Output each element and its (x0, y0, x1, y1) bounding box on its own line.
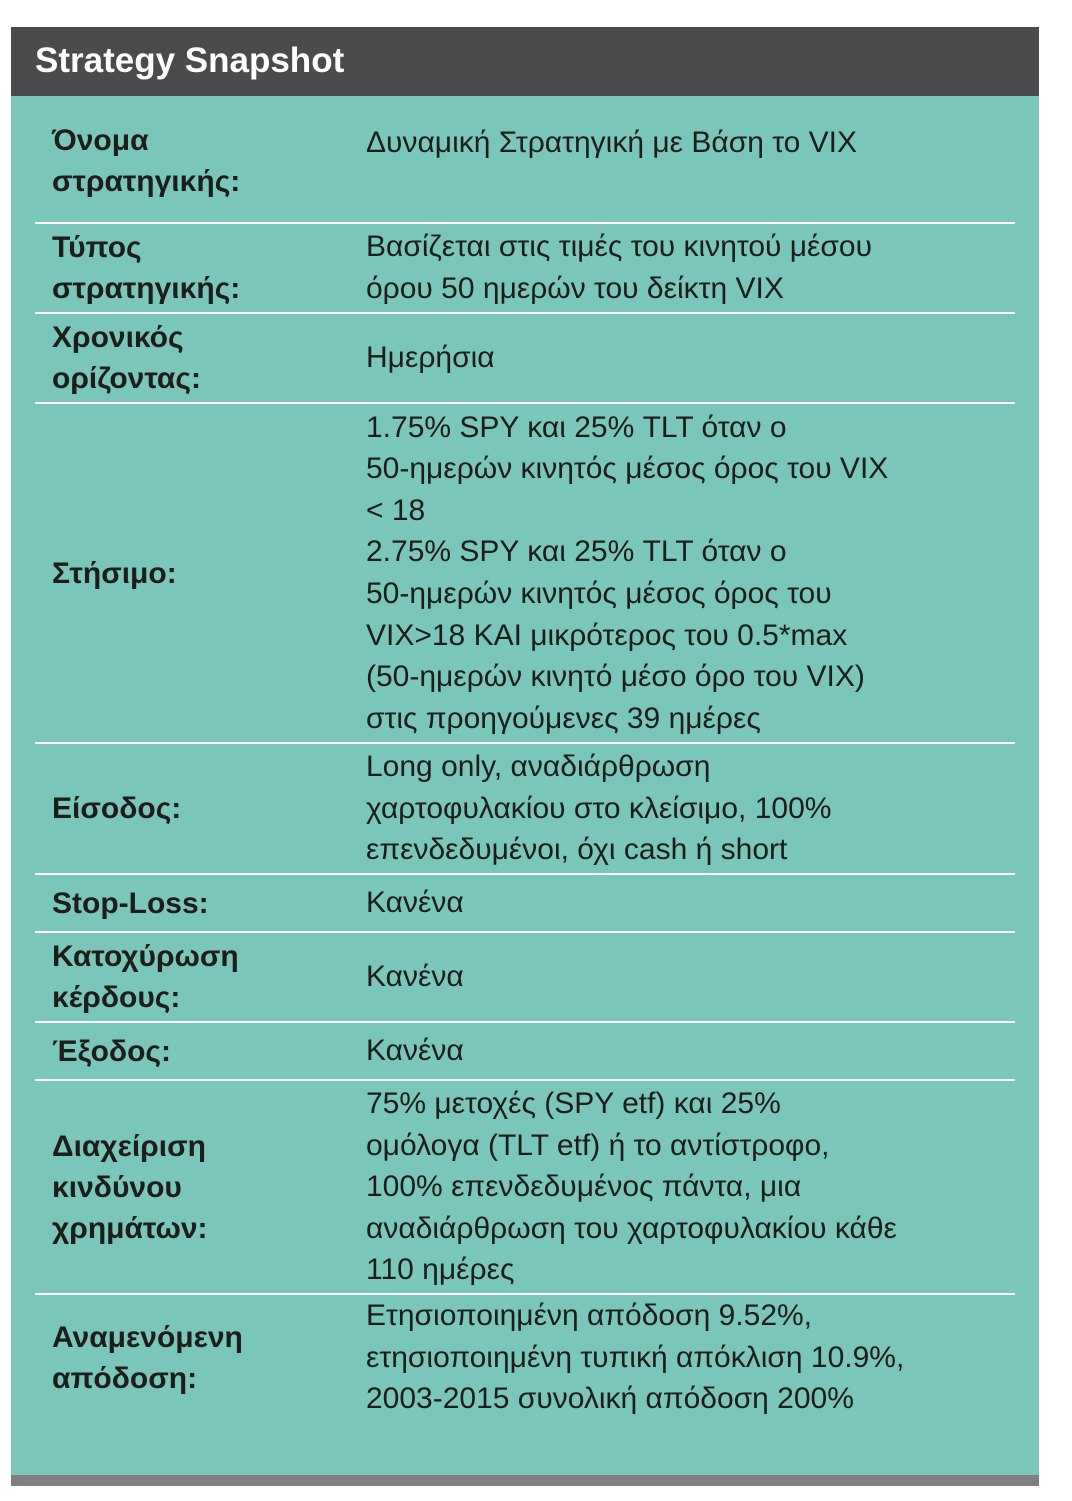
row-value: Κανένα (366, 960, 464, 994)
row-value: 75% μετοχές (SPY etf) και 25% ομόλογα (TLT etf) ή το αντίστροφο, 100% επενδεδυμένος πάντα, μια αναδιάρθρωση του χαρτοφυλακίου κάθε 110 ημέρες (366, 1087, 897, 1287)
row-label: Διαχείριση κινδύνου χρημάτων: (52, 1129, 208, 1245)
row-value: Βασίζεται στις τιμές του κινητού μέσου όρου 50 ημερών του δείκτη VIX (366, 230, 873, 305)
row-value: Ετησιοποιημένη απόδοση 9.52%, ετησιοποιημένη τυπική απόκλιση 10.9%, 2003-2015 συνολική απόδοση 200% (366, 1299, 905, 1416)
row-entry (35, 744, 1015, 875)
row-value: 1.75% SPY και 25% TLT όταν ο 50-ημερών κινητός μέσος όρος του VIX < 18 2.75% SPY και 25% TLT όταν ο 50-ημερών κινητός μέσος όρος του VIX>18 ΚΑΙ μικρότερος του 0.5*max (50-ημερών κινητό μέσο όρο του VIX) στις προηγούμενες 39 ημέρες (366, 410, 889, 735)
row-profit-taking (35, 933, 1015, 1023)
snapshot-table (35, 96, 1015, 1420)
row-label: Στήσιμο: (52, 556, 177, 590)
strategy-snapshot-card (11, 27, 1039, 1475)
row-exit (35, 1023, 1015, 1081)
row-value: Δυναμική Στρατηγική με Βάση το VIX (366, 126, 858, 159)
footer-bar (11, 1475, 1039, 1486)
row-label: Έξοδος: (52, 1034, 172, 1068)
row-label: Stop-Loss: (52, 886, 209, 920)
row-value: Long only, αναδιάρθρωση χαρτοφυλακίου στο κλείσιμο, 100% επενδεδυμένοι, όχι cash ή short (366, 750, 832, 867)
card-header (11, 27, 1039, 96)
row-setup (35, 404, 1015, 744)
row-value: Κανένα (366, 886, 464, 920)
row-strategy-name (35, 96, 1015, 224)
row-money-management (35, 1081, 1015, 1295)
row-value: Κανένα (366, 1034, 464, 1068)
row-label: Τύπος στρατηγικής: (52, 231, 241, 305)
row-strategy-type (35, 224, 1015, 314)
card-title: Strategy Snapshot (35, 41, 345, 80)
row-time-horizon (35, 314, 1015, 404)
row-label: Όνομα στρατηγικής: (52, 124, 241, 198)
row-label: Είσοδος: (52, 792, 182, 825)
row-label: Αναμενόμενη απόδοση: (52, 1320, 243, 1395)
row-value: Ημερήσια (366, 341, 495, 375)
row-stop-loss (35, 875, 1015, 933)
row-label: Κατοχύρωση κέρδους: (52, 940, 239, 1014)
row-label: Χρονικός ορίζοντας: (52, 321, 201, 395)
row-expected-return (35, 1295, 1015, 1420)
